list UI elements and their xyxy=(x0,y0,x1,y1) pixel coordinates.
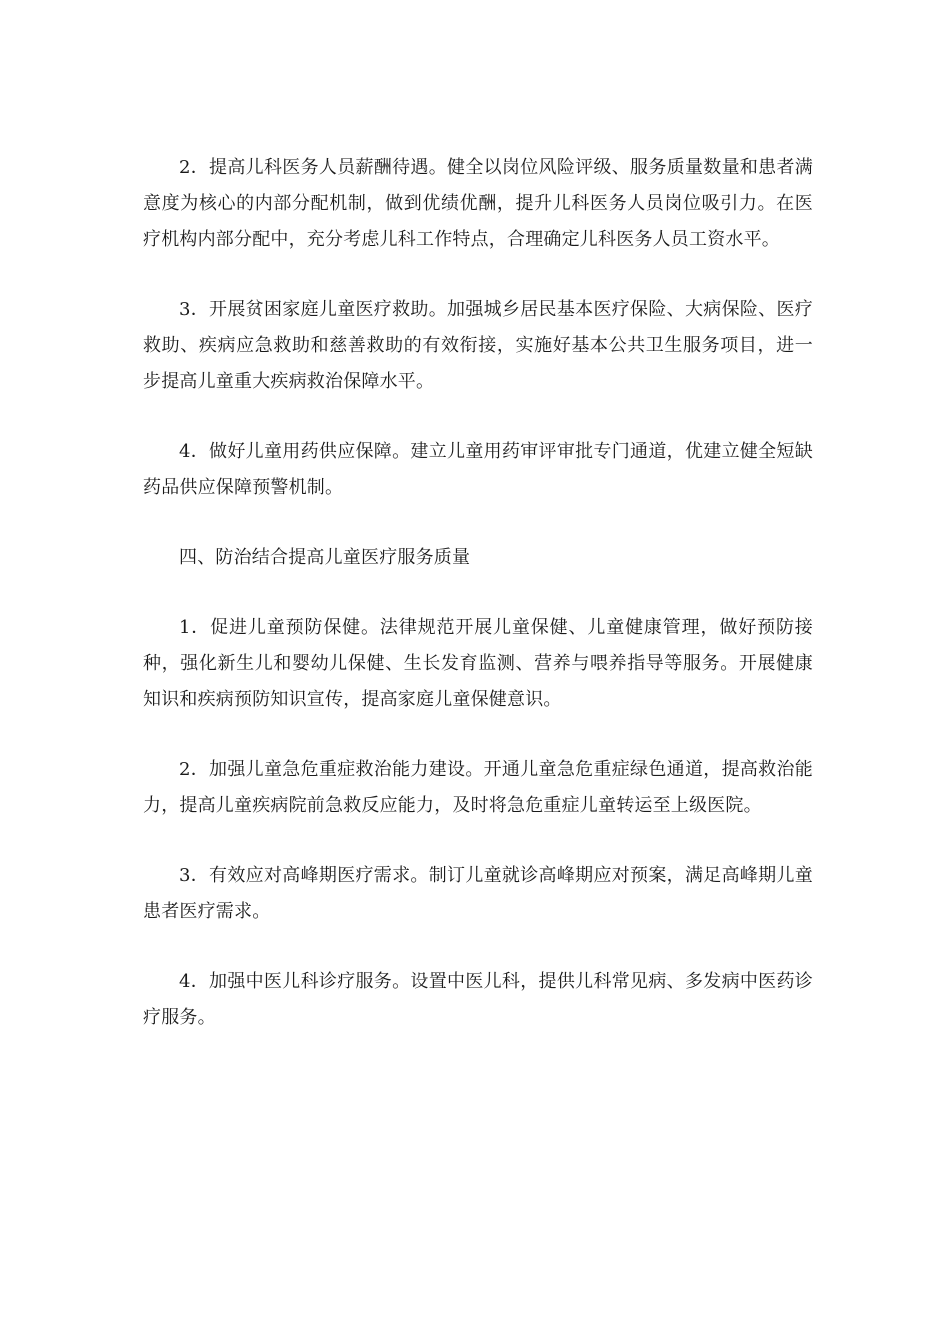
section-heading: 四、防治结合提高儿童医疗服务质量 xyxy=(179,547,471,568)
paragraph-preventive-care: 1．促进儿童预防保健。法律规范开展儿童保健、儿童健康管理，做好预防接种，强化新生儿和婴幼儿保健、生长发育监测、营养与喂养指导等服务。开展健康知识和疾病预防知识宣传，提高家庭儿童保健意识。 xyxy=(143,617,813,710)
paragraph-peak-demand: 3．有效应对高峰期医疗需求。制订儿童就诊高峰期应对预案，满足高峰期儿童患者医疗需求。 xyxy=(143,865,813,922)
paragraph-drug-supply: 4．做好儿童用药供应保障。建立儿童用药审评审批专门通道，优建立健全短缺药品供应保障预警机制。 xyxy=(143,441,813,498)
document-body xyxy=(143,150,813,1070)
paragraph-poor-family-aid: 3．开展贫困家庭儿童医疗救助。加强城乡居民基本医疗保险、大病保险、医疗救助、疾病应急救助和慈善救助的有效衔接，实施好基本公共卫生服务项目，进一步提高儿童重大疾病救治保障水平。 xyxy=(143,299,813,392)
paragraph-emergency-care: 2．加强儿童急危重症救治能力建设。开通儿童急危重症绿色通道，提高救治能力，提高儿童疾病院前急救反应能力，及时将急危重症儿童转运至上级医院。 xyxy=(143,759,813,816)
paragraph-tcm-pediatrics: 4．加强中医儿科诊疗服务。设置中医儿科，提供儿科常见病、多发病中医药诊疗服务。 xyxy=(143,971,813,1028)
paragraph-pediatric-salary: 2．提高儿科医务人员薪酬待遇。健全以岗位风险评级、服务质量数量和患者满意度为核心的内部分配机制，做到优绩优酬，提升儿科医务人员岗位吸引力。在医疗机构内部分配中，充分考虑儿科工作特点，合理确定儿科医务人员工资水平。 xyxy=(143,157,813,250)
